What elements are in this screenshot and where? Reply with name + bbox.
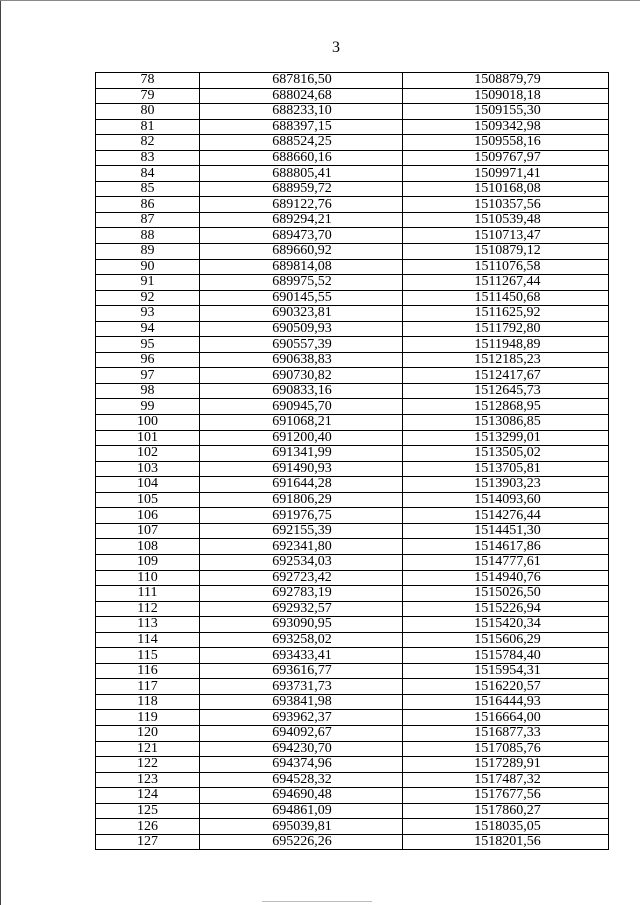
- y-coordinate-cell: 1515606,29: [403, 632, 609, 648]
- y-coordinate-cell: 1509342,98: [403, 119, 609, 135]
- table-row: [96, 383, 609, 399]
- x-coordinate-cell: 693962,37: [200, 710, 403, 726]
- x-coordinate-cell: 687816,50: [200, 73, 403, 89]
- point-number-cell: 113: [96, 617, 200, 633]
- point-number-cell: 97: [96, 368, 200, 384]
- point-number-cell: 108: [96, 539, 200, 555]
- y-coordinate-cell: 1510879,12: [403, 244, 609, 260]
- point-number-cell: 123: [96, 772, 200, 788]
- x-coordinate-cell: 690145,55: [200, 290, 403, 306]
- x-coordinate-cell: 688660,16: [200, 150, 403, 166]
- table-row: [96, 617, 609, 633]
- point-number-cell: 95: [96, 337, 200, 353]
- x-coordinate-cell: 688805,41: [200, 166, 403, 182]
- y-coordinate-cell: 1514093,60: [403, 492, 609, 508]
- y-coordinate-cell: 1511267,44: [403, 275, 609, 291]
- table-row: [96, 104, 609, 120]
- x-coordinate-cell: 694230,70: [200, 741, 403, 757]
- table-row: [96, 244, 609, 260]
- y-coordinate-cell: 1511625,92: [403, 306, 609, 322]
- table-row: [96, 337, 609, 353]
- point-number-cell: 118: [96, 694, 200, 710]
- point-number-cell: 79: [96, 88, 200, 104]
- point-number-cell: 87: [96, 212, 200, 228]
- y-coordinate-cell: 1512185,23: [403, 352, 609, 368]
- x-coordinate-cell: 689975,52: [200, 275, 403, 291]
- page-number: 3: [332, 39, 340, 56]
- table-row: [96, 601, 609, 617]
- x-coordinate-cell: 693731,73: [200, 679, 403, 695]
- table-row: [96, 399, 609, 415]
- x-coordinate-cell: 690638,83: [200, 352, 403, 368]
- y-coordinate-cell: 1513505,02: [403, 446, 609, 462]
- x-coordinate-cell: 690833,16: [200, 383, 403, 399]
- y-coordinate-cell: 1510357,56: [403, 197, 609, 213]
- x-coordinate-cell: 689294,21: [200, 212, 403, 228]
- y-coordinate-cell: 1513903,23: [403, 477, 609, 493]
- point-number-cell: 86: [96, 197, 200, 213]
- table-row: [96, 508, 609, 524]
- point-number-cell: 124: [96, 788, 200, 804]
- point-number-cell: 114: [96, 632, 200, 648]
- y-coordinate-cell: 1509558,16: [403, 135, 609, 151]
- point-number-cell: 94: [96, 321, 200, 337]
- y-coordinate-cell: 1512868,95: [403, 399, 609, 415]
- y-coordinate-cell: 1513086,85: [403, 415, 609, 431]
- y-coordinate-cell: 1515954,31: [403, 663, 609, 679]
- y-coordinate-cell: 1517487,32: [403, 772, 609, 788]
- table-row: [96, 290, 609, 306]
- table-row: [96, 834, 609, 850]
- point-number-cell: 78: [96, 73, 200, 89]
- point-number-cell: 81: [96, 119, 200, 135]
- table-row: [96, 788, 609, 804]
- y-coordinate-cell: 1510539,48: [403, 212, 609, 228]
- x-coordinate-cell: 688397,15: [200, 119, 403, 135]
- table-row: [96, 586, 609, 602]
- table-row: [96, 523, 609, 539]
- point-number-cell: 112: [96, 601, 200, 617]
- y-coordinate-cell: 1514617,86: [403, 539, 609, 555]
- point-number-cell: 122: [96, 757, 200, 773]
- x-coordinate-cell: 694374,96: [200, 757, 403, 773]
- y-coordinate-cell: 1509767,97: [403, 150, 609, 166]
- point-number-cell: 100: [96, 415, 200, 431]
- x-coordinate-cell: 692783,19: [200, 586, 403, 602]
- scan-artifact-line: [262, 901, 372, 902]
- x-coordinate-cell: 690509,93: [200, 321, 403, 337]
- point-number-cell: 109: [96, 554, 200, 570]
- table-row: [96, 275, 609, 291]
- point-number-cell: 102: [96, 446, 200, 462]
- x-coordinate-cell: 694092,67: [200, 725, 403, 741]
- table-row: [96, 88, 609, 104]
- x-coordinate-cell: 691644,28: [200, 477, 403, 493]
- y-coordinate-cell: 1514276,44: [403, 508, 609, 524]
- y-coordinate-cell: 1509971,41: [403, 166, 609, 182]
- table-row: [96, 694, 609, 710]
- point-number-cell: 106: [96, 508, 200, 524]
- point-number-cell: 92: [96, 290, 200, 306]
- y-coordinate-cell: 1512645,73: [403, 383, 609, 399]
- x-coordinate-cell: 692932,57: [200, 601, 403, 617]
- y-coordinate-cell: 1511076,58: [403, 259, 609, 275]
- table-row: [96, 119, 609, 135]
- point-number-cell: 116: [96, 663, 200, 679]
- y-coordinate-cell: 1511450,68: [403, 290, 609, 306]
- x-coordinate-cell: 692534,03: [200, 554, 403, 570]
- x-coordinate-cell: 694861,09: [200, 803, 403, 819]
- y-coordinate-cell: 1516444,93: [403, 694, 609, 710]
- x-coordinate-cell: 689660,92: [200, 244, 403, 260]
- x-coordinate-cell: 692155,39: [200, 523, 403, 539]
- y-coordinate-cell: 1518035,05: [403, 819, 609, 835]
- table-row: [96, 228, 609, 244]
- y-coordinate-cell: 1516664,00: [403, 710, 609, 726]
- table-row: [96, 166, 609, 182]
- table-row: [96, 352, 609, 368]
- x-coordinate-cell: 691200,40: [200, 430, 403, 446]
- table-row: [96, 181, 609, 197]
- table-row: [96, 306, 609, 322]
- x-coordinate-cell: 693433,41: [200, 648, 403, 664]
- y-coordinate-cell: 1514451,30: [403, 523, 609, 539]
- point-number-cell: 111: [96, 586, 200, 602]
- y-coordinate-cell: 1515784,40: [403, 648, 609, 664]
- x-coordinate-cell: 692723,42: [200, 570, 403, 586]
- table-row: [96, 135, 609, 151]
- table-row: [96, 663, 609, 679]
- y-coordinate-cell: 1517860,27: [403, 803, 609, 819]
- y-coordinate-cell: 1515226,94: [403, 601, 609, 617]
- point-number-cell: 103: [96, 461, 200, 477]
- x-coordinate-cell: 689814,08: [200, 259, 403, 275]
- point-number-cell: 84: [96, 166, 200, 182]
- y-coordinate-cell: 1516877,33: [403, 725, 609, 741]
- point-number-cell: 125: [96, 803, 200, 819]
- point-number-cell: 126: [96, 819, 200, 835]
- x-coordinate-cell: 690730,82: [200, 368, 403, 384]
- y-coordinate-cell: 1517677,56: [403, 788, 609, 804]
- x-coordinate-cell: 688233,10: [200, 104, 403, 120]
- x-coordinate-cell: 695039,81: [200, 819, 403, 835]
- y-coordinate-cell: 1510713,47: [403, 228, 609, 244]
- y-coordinate-cell: 1517085,76: [403, 741, 609, 757]
- point-number-cell: 80: [96, 104, 200, 120]
- y-coordinate-cell: 1513705,81: [403, 461, 609, 477]
- page-edge-top: [0, 0, 640, 1]
- point-number-cell: 98: [96, 383, 200, 399]
- x-coordinate-cell: 693090,95: [200, 617, 403, 633]
- point-number-cell: 82: [96, 135, 200, 151]
- x-coordinate-cell: 695226,26: [200, 834, 403, 850]
- x-coordinate-cell: 689122,76: [200, 197, 403, 213]
- point-number-cell: 101: [96, 430, 200, 446]
- x-coordinate-cell: 691976,75: [200, 508, 403, 524]
- table-row: [96, 368, 609, 384]
- y-coordinate-cell: 1518201,56: [403, 834, 609, 850]
- point-number-cell: 99: [96, 399, 200, 415]
- point-number-cell: 119: [96, 710, 200, 726]
- y-coordinate-cell: 1514940,76: [403, 570, 609, 586]
- point-number-cell: 107: [96, 523, 200, 539]
- table-row: [96, 150, 609, 166]
- table-row: [96, 570, 609, 586]
- table-row: [96, 212, 609, 228]
- table-row: [96, 321, 609, 337]
- point-number-cell: 91: [96, 275, 200, 291]
- y-coordinate-cell: 1510168,08: [403, 181, 609, 197]
- table-row: [96, 554, 609, 570]
- point-number-cell: 93: [96, 306, 200, 322]
- y-coordinate-cell: 1514777,61: [403, 554, 609, 570]
- y-coordinate-cell: 1508879,79: [403, 73, 609, 89]
- coordinates-table-body: [96, 73, 609, 850]
- table-row: [96, 446, 609, 462]
- table-row: [96, 803, 609, 819]
- y-coordinate-cell: 1509155,30: [403, 104, 609, 120]
- x-coordinate-cell: 689473,70: [200, 228, 403, 244]
- point-number-cell: 120: [96, 725, 200, 741]
- x-coordinate-cell: 688524,25: [200, 135, 403, 151]
- x-coordinate-cell: 694690,48: [200, 788, 403, 804]
- point-number-cell: 89: [96, 244, 200, 260]
- table-row: [96, 648, 609, 664]
- x-coordinate-cell: 691068,21: [200, 415, 403, 431]
- y-coordinate-cell: 1516220,57: [403, 679, 609, 695]
- x-coordinate-cell: 691341,99: [200, 446, 403, 462]
- table-row: [96, 430, 609, 446]
- table-row: [96, 725, 609, 741]
- y-coordinate-cell: 1509018,18: [403, 88, 609, 104]
- x-coordinate-cell: 688959,72: [200, 181, 403, 197]
- point-number-cell: 121: [96, 741, 200, 757]
- table-row: [96, 477, 609, 493]
- x-coordinate-cell: 693258,02: [200, 632, 403, 648]
- point-number-cell: 88: [96, 228, 200, 244]
- table-row: [96, 73, 609, 89]
- table-row: [96, 461, 609, 477]
- table-row: [96, 819, 609, 835]
- x-coordinate-cell: 694528,32: [200, 772, 403, 788]
- table-row: [96, 539, 609, 555]
- x-coordinate-cell: 691490,93: [200, 461, 403, 477]
- y-coordinate-cell: 1513299,01: [403, 430, 609, 446]
- y-coordinate-cell: 1515420,34: [403, 617, 609, 633]
- x-coordinate-cell: 690557,39: [200, 337, 403, 353]
- table-row: [96, 632, 609, 648]
- table-row: [96, 741, 609, 757]
- x-coordinate-cell: 693841,98: [200, 694, 403, 710]
- point-number-cell: 105: [96, 492, 200, 508]
- x-coordinate-cell: 691806,29: [200, 492, 403, 508]
- y-coordinate-cell: 1515026,50: [403, 586, 609, 602]
- table-row: [96, 197, 609, 213]
- point-number-cell: 83: [96, 150, 200, 166]
- table-row: [96, 757, 609, 773]
- table-row: [96, 772, 609, 788]
- x-coordinate-cell: 693616,77: [200, 663, 403, 679]
- table-row: [96, 710, 609, 726]
- x-coordinate-cell: 692341,80: [200, 539, 403, 555]
- point-number-cell: 115: [96, 648, 200, 664]
- table-row: [96, 415, 609, 431]
- table-row: [96, 679, 609, 695]
- point-number-cell: 104: [96, 477, 200, 493]
- point-number-cell: 90: [96, 259, 200, 275]
- point-number-cell: 127: [96, 834, 200, 850]
- point-number-cell: 117: [96, 679, 200, 695]
- point-number-cell: 110: [96, 570, 200, 586]
- x-coordinate-cell: 688024,68: [200, 88, 403, 104]
- point-number-cell: 85: [96, 181, 200, 197]
- y-coordinate-cell: 1511948,89: [403, 337, 609, 353]
- x-coordinate-cell: 690945,70: [200, 399, 403, 415]
- y-coordinate-cell: 1511792,80: [403, 321, 609, 337]
- y-coordinate-cell: 1512417,67: [403, 368, 609, 384]
- table-row: [96, 492, 609, 508]
- x-coordinate-cell: 690323,81: [200, 306, 403, 322]
- page-edge-left: [0, 0, 1, 905]
- coordinates-table: [95, 72, 609, 850]
- y-coordinate-cell: 1517289,91: [403, 757, 609, 773]
- point-number-cell: 96: [96, 352, 200, 368]
- table-row: [96, 259, 609, 275]
